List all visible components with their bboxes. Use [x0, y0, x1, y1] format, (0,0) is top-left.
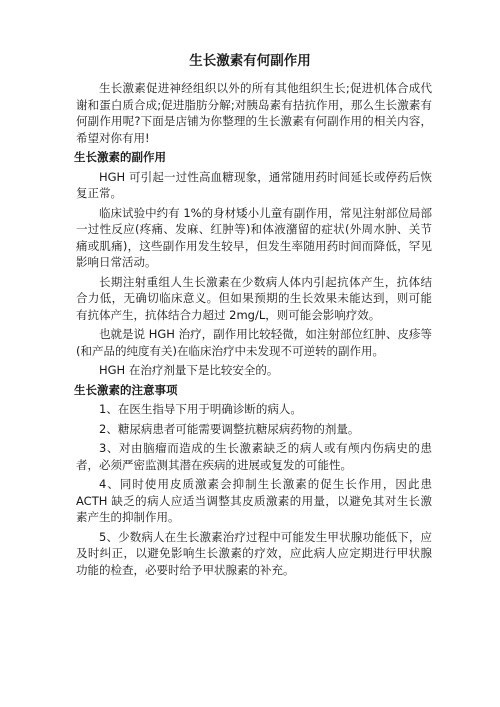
document-body	[76, 80, 432, 581]
section-heading-precautions: 生长激素的注意事项	[74, 382, 178, 397]
paragraph: HGH 在治疗剂量下是比较安全的。	[99, 363, 279, 377]
paragraph: 长期注射重组人生长激素在少数病人体内引起抗体产生，抗体结合力低，无确切临床意义。但如果预期的生长效果未能达到，则可能有抗体产生，抗体结合力超过 2mg/L，则可能会影响疗效。	[76, 274, 432, 322]
list-item: 1、在医生指导下用于明确诊断的病人。	[99, 402, 302, 416]
paragraph: HGH 可引起一过性高血糖现象，通常随用药时间延长或停药后恢复正常。	[76, 169, 432, 200]
list-item: 2、糖尿病患者可能需要调整抗糖尿病药物的剂量。	[99, 421, 360, 436]
list-item: 4、同时使用皮质激素会抑制生长激素的促生长作用，因此患 ACTH 缺乏的病人应适当调整其皮质激素的用量，以避免其对生长激素产生的抑制作用。	[76, 477, 432, 524]
list-item: 5、少数病人在生长激素治疗过程中可能发生甲状腺功能低下，应及时纠正，以避免影响生长激素的疗效，应此病人应定期进行甲状腺功能的检查，必要时给予甲状腺素的补充。	[76, 529, 432, 577]
paragraph: 也就是说 HGH 治疗，副作用比较轻微，如注射部位红肿、皮疹等(和产品的纯度有关)在临床治疗中未发现不可逆转的副作用。	[76, 327, 432, 358]
document-title: 生长激素有何副作用	[189, 53, 311, 69]
intro-paragraph: 生长激素促进神经组织以外的所有其他组织生长;促进机体合成代谢和蛋白质合成;促进脂肪分解;对胰岛素有拮抗作用，那么生长激素有何副作用呢?下面是店铺为你整理的生长激素有何副作用的相关内容，希望对你有用!	[76, 81, 432, 145]
section-heading-side-effects: 生长激素的副作用	[74, 150, 166, 164]
paragraph: 临床试验中约有 1%的身材矮小儿童有副作用，常见注射部位局部一过性反应(疼痛、发麻、红肿等)和体液潴留的症状(外周水肿、关节痛或肌痛)，这些副作用发生较早，但发生率随用药时间而降低，罕见影响日常活动。	[76, 205, 432, 269]
list-item: 3、对由脑瘤而造成的生长激素缺乏的病人或有颅内伤病史的患者，必须严密监测其潜在疾病的进展或复发的可能性。	[76, 441, 432, 472]
